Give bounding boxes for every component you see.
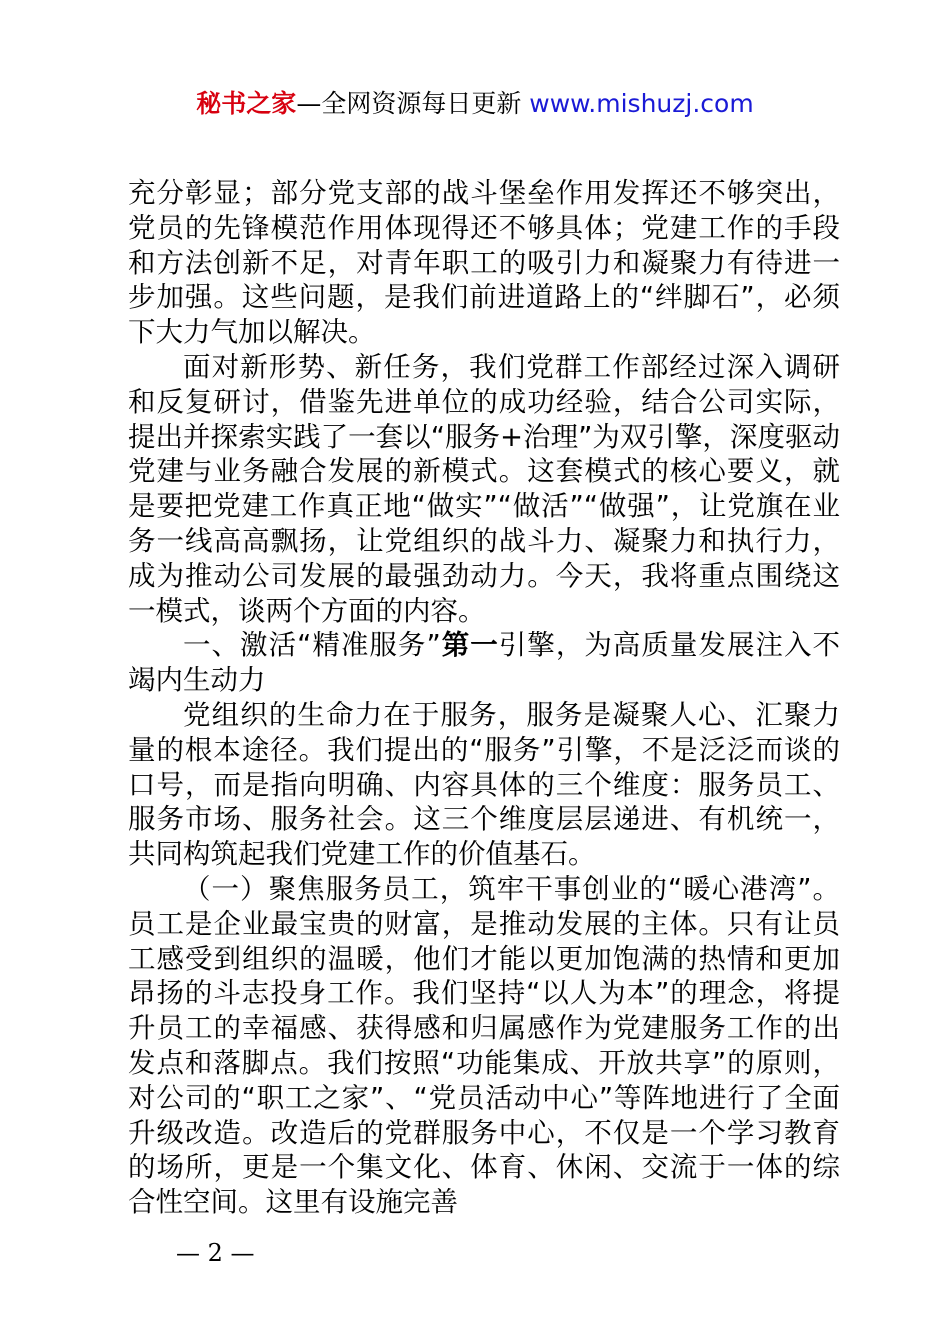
brand-name: 秘书之家 — [196, 89, 297, 118]
section-heading-1 — [128, 628, 840, 698]
paragraph-1: 充分彰显；部分党支部的战斗堡垒作用发挥还不够突出，党员的先锋模范作用体现得还不够具体；党建工作的手段和方法创新不足，对青年职工的吸引力和凝聚力有待进一步加强。这些问题，是我们前进道路上的“绊脚石”，必须下大力气加以解决。 — [128, 177, 840, 349]
page-number: — 2 — — [176, 1239, 255, 1267]
heading-bold: 第一 — [440, 629, 499, 662]
header-url-link[interactable]: www.mishuzj.com — [529, 89, 754, 118]
site-header — [0, 86, 950, 122]
paragraph-3: 党组织的生命力在于服务，服务是凝聚人心、汇聚力量的根本途径。我们提出的“服务”引擎，不是泛泛而谈的口号，而是指向明确、内容具体的三个维度：服务员工、服务市场、服务社会。这三个维度层层递进、有机统一，共同构筑起我们党建工作的价值基石。 — [128, 698, 840, 871]
heading-pre: 一、激活“精准服务” — [183, 629, 441, 662]
heading-post: 引擎，为高质量发展注入不竭内生动力 — [128, 629, 841, 697]
paragraph-4: （一）聚焦服务员工，筑牢干事创业的“暖心港湾”。员工是企业最宝贵的财富，是推动发展的主体。只有让员工感受到组织的温暖，他们才能以更加饱满的热情和更加昂扬的斗志投身工作。我们坚持“以人为本”的理念，将提升员工的幸福感、获得感和归属感作为党建服务工作的出发点和落脚点。我们按照“功能集成、开放共享”的原则，对公司的“职工之家”、“党员活动中心”等阵地进行了全面升级改造。改造后的党群服务中心，不仅是一个学习教育的场所，更是一个集文化、体育、休闲、交流于一体的综合性空间。这里有设施完善 — [128, 872, 840, 1219]
document-body — [128, 176, 840, 1220]
paragraph-2: 面对新形势、新任务，我们党群工作部经过深入调研和反复研讨，借鉴先进单位的成功经验，结合公司实际，提出并探索实践了一套以“服务+治理”为双引擎，深度驱动党建与业务融合发展的新模式。这套模式的核心要义，就是要把党建工作真正地“做实”“做活”“做强”，让党旗在业务一线高高飘扬，让党组织的战斗力、凝聚力和执行力，成为推动公司发展的最强劲动力。今天，我将重点围绕这一模式，谈两个方面的内容。 — [128, 350, 840, 627]
header-tagline: —全网资源每日更新 — [296, 89, 530, 118]
